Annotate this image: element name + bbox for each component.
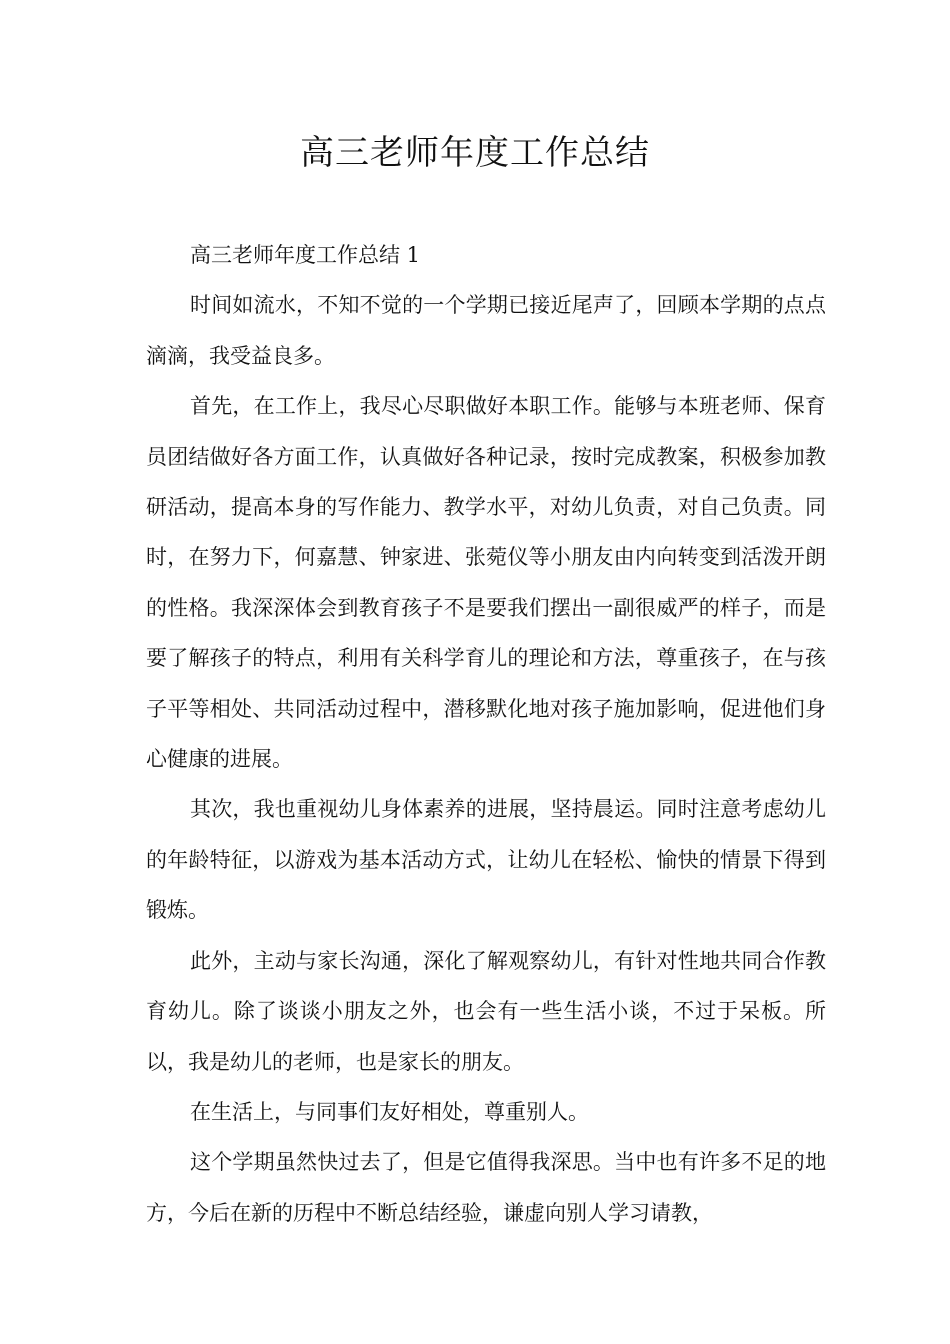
paragraph-intro: 时间如流水，不知不觉的一个学期已接近尾声了，回顾本学期的点点滴滴，我受益良多。 [146, 293, 826, 368]
paragraph-life: 在生活上，与同事们友好相处，尊重别人。 [190, 1099, 589, 1124]
paragraph-work: 首先，在工作上，我尽心尽职做好本职工作。能够与本班老师、保育员团结做好各方面工作，认真做好各种记录，按时完成教案，积极参加教研活动，提高本身的写作能力、教学水平，对幼儿负责，对自己负责。同时，在努力下，何嘉慧、钟家进、张菀仪等小朋友由内向转变到活泼开朗的性格。我深深体会到教育孩子不是要我们摆出一副很威严的样子，而是要了解孩子的特点，利用有关科学育儿的理论和方法，尊重孩子，在与孩子平等相处、共同活动过程中，潜移默化地对孩子施加影响，促进他们身心健康的进展。 [146, 394, 826, 772]
paragraph-subtitle: 高三老师年度工作总结 1 [190, 243, 421, 267]
paragraph-reflection: 这个学期虽然快过去了，但是它值得我深思。当中也有许多不足的地方，今后在新的历程中不断总结经验，谦虚向别人学习请教， [146, 1150, 826, 1225]
paragraph-health: 其次，我也重视幼儿身体素养的进展，坚持晨运。同时注意考虑幼儿的年龄特征，以游戏为基本活动方式，让幼儿在轻松、愉快的情景下得到锻炼。 [146, 797, 826, 923]
document-body [146, 230, 826, 1238]
document-title: 高三老师年度工作总结 [300, 133, 650, 173]
paragraph-parents: 此外，主动与家长沟通，深化了解观察幼儿，有针对性地共同合作教育幼儿。除了谈谈小朋友之外，也会有一些生活小谈，不过于呆板。所以，我是幼儿的老师，也是家长的朋友。 [146, 948, 826, 1074]
